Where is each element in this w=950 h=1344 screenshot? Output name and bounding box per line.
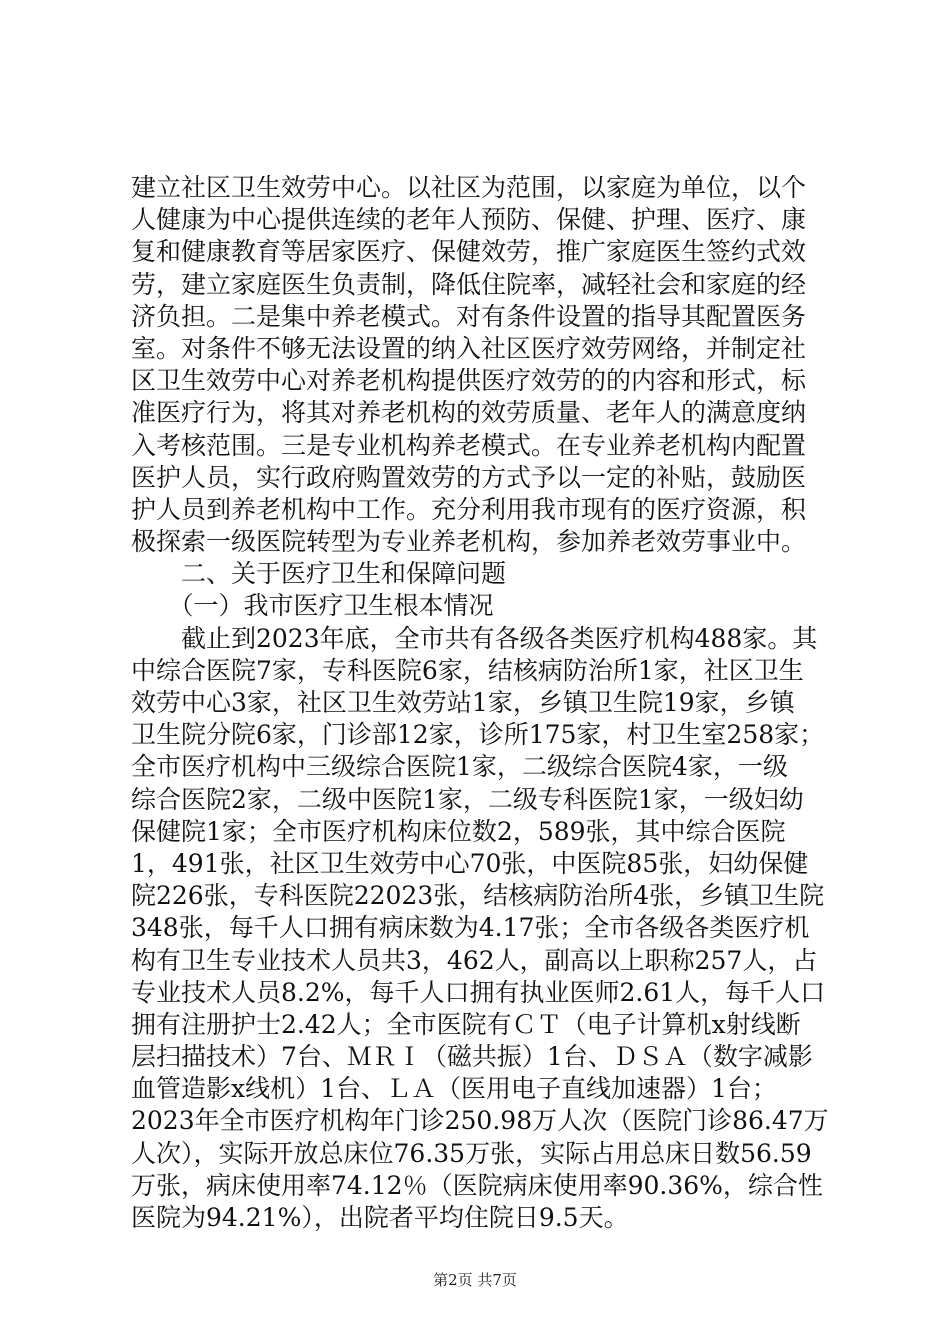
- text-line: 专业技术人员8.2%，每千人口拥有执业医师2.61人，每千人口: [131, 977, 826, 1007]
- text-line: 二、关于医疗卫生和保障问题: [131, 559, 507, 589]
- text-line: 入考核范围。三是专业机构养老模式。在专业养老机构内配置: [131, 430, 807, 460]
- text-line: 区卫生效劳中心对养老机构提供医疗效劳的的内容和形式，标: [131, 366, 807, 396]
- text-line: 医护人员，实行政府购置效劳的方式予以一定的补贴，鼓励医: [131, 462, 807, 492]
- page-footer: 第2页 共7页: [433, 1271, 517, 1289]
- text-line: 人次），实际开放总床位76.35万张，实际占用总床日数56.59: [131, 1138, 812, 1168]
- text-line: 复和健康教育等居家医疗、保健效劳，推广家庭医生签约式效: [131, 237, 807, 267]
- text-line: 室。对条件不够无法设置的纳入社区医疗效劳网络，并制定社: [131, 333, 807, 363]
- text-line: （一）我市医疗卫生根本情况: [131, 591, 494, 621]
- text-line: 截止到2023年底，全市共有各级各类医疗机构488家。其: [131, 623, 818, 653]
- text-line: 济负担。二是集中养老模式。对有条件设置的指导其配置医务: [131, 301, 807, 331]
- text-line: 保健院1家；全市医疗机构床位数2，589张，其中综合医院: [131, 816, 786, 846]
- body-text: [131, 172, 831, 1234]
- text-line: 万张，病床使用率74.12％（医院病床使用率90.36%，综合性: [131, 1170, 823, 1200]
- text-line: 劳，建立家庭医生负责制，降低住院率，减轻社会和家庭的经: [131, 269, 807, 299]
- text-line: 拥有注册护士2.42人；全市医院有ＣＴ（电子计算机x射线断: [131, 1009, 801, 1039]
- text-line: 准医疗行为，将其对养老机构的效劳质量、老年人的满意度纳: [131, 398, 807, 428]
- text-line: 2023年全市医疗机构年门诊250.98万人次（医院门诊86.47万: [131, 1106, 829, 1136]
- text-line: 效劳中心3家，社区卫生效劳站1家，乡镇卫生院19家，乡镇: [131, 688, 795, 717]
- text-line: 全市医疗机构中三级综合医院1家，二级综合医院4家，一级: [131, 752, 788, 782]
- text-line: 建立社区卫生效劳中心。以社区为范围，以家庭为单位，以个: [131, 173, 807, 202]
- text-line: 综合医院2家，二级中医院1家，二级专科医院1家，一级妇幼: [131, 784, 804, 814]
- text-line: 1，491张，社区卫生效劳中心70张，中医院85张，妇幼保健: [131, 848, 809, 878]
- text-line: 人健康为中心提供连续的老年人预防、保健、护理、医疗、康: [131, 205, 807, 235]
- text-line: 血管造影x线机）1台、ＬＡ（医用电子直线加速器）1台；: [131, 1074, 777, 1104]
- text-line: 院226张，专科医院22023张，结核病防治所4张，乡镇卫生院: [131, 881, 825, 911]
- text-line: 护人员到养老机构中工作。充分利用我市现有的医疗资源，积: [131, 494, 807, 524]
- text-line: 极探索一级医院转型为专业养老机构，参加养老效劳事业中。: [131, 527, 807, 557]
- text-line: 层扫描技术）7台、ＭＲＩ（磁共振）1台、ＤＳＡ（数字减影: [131, 1042, 813, 1072]
- text-line: 卫生院分院6家，门诊部12家，诊所175家，村卫生室258家；: [131, 720, 825, 750]
- text-line: 医院为94.21%），出院者平均住院日9.5天。: [131, 1203, 629, 1232]
- text-line: 中综合医院7家，专科医院6家，结核病防治所1家，社区卫生: [131, 655, 804, 685]
- text-line: 构有卫生专业技术人员共3，462人，副高以上职称257人，占: [131, 945, 818, 975]
- text-line: 348张，每千人口拥有病床数为4.17张；全市各级各类医疗机: [131, 913, 810, 943]
